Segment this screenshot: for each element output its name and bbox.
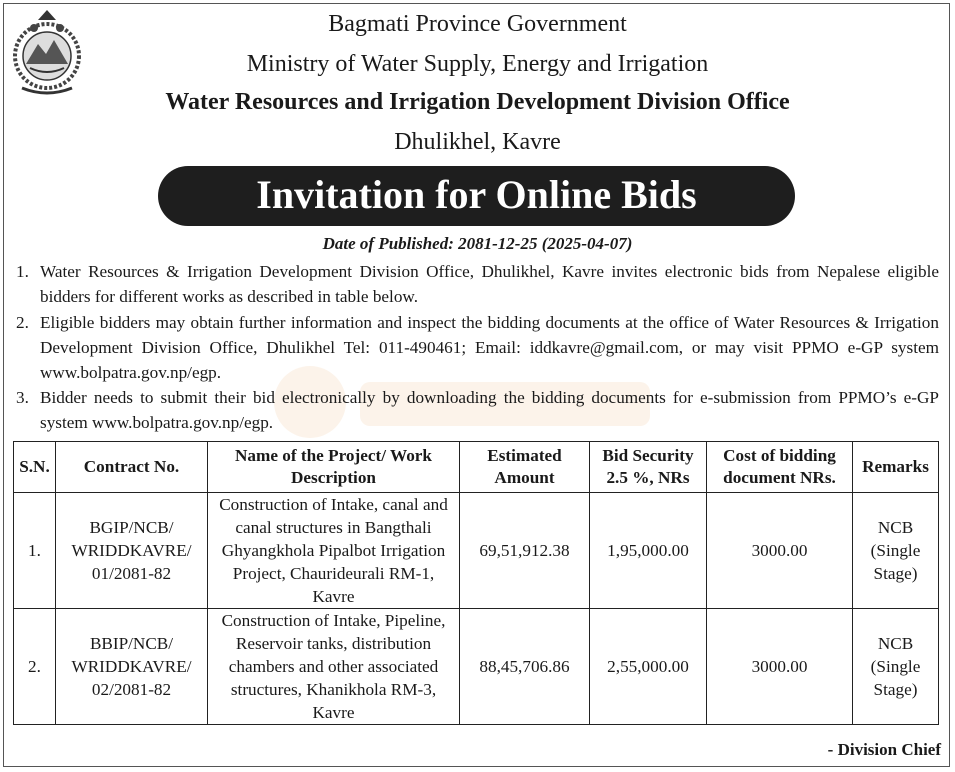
publish-date: Date of Published: 2081-12-25 (2025-04-07) xyxy=(322,234,633,253)
cell-contract-no: BGIP/NCB/ WRIDDKAVRE/ 01/2081-82 xyxy=(56,493,208,609)
cell-bid-security: 2,55,000.00 xyxy=(590,609,707,725)
table-row xyxy=(14,609,939,725)
header-contract-no: Contract No. xyxy=(56,442,208,493)
bids-table xyxy=(13,441,939,725)
header-description: Name of the Project/ Work Description xyxy=(208,442,460,493)
cell-document-cost: 3000.00 xyxy=(707,609,853,725)
header-estimated-amount: Estimated Amount xyxy=(460,442,590,493)
cell-description: Construction of Intake, Pipeline, Reservoir tanks, distribution chambers and other associated structures, Khanikhola RM-3, Kavre xyxy=(208,609,460,725)
signature-division-chief: - Division Chief xyxy=(827,740,941,759)
paragraph-text: Bidder needs to submit their bid electronically by downloading the bidding documents for e-submission from PPMO’s e-GP system www.bolpatra.gov.np/egp. xyxy=(40,388,939,432)
cell-remarks: NCB (Single Stage) xyxy=(853,609,939,725)
header-document-cost: Cost of bidding document NRs. xyxy=(707,442,853,493)
cell-sn: 2. xyxy=(14,609,56,725)
cell-description: Construction of Intake, canal and canal structures in Bangthali Ghyangkhola Pipalbot Irrigation Project, Chaurideurali RM-1, Kavre xyxy=(208,493,460,609)
cell-sn: 1. xyxy=(14,493,56,609)
cell-document-cost: 3000.00 xyxy=(707,493,853,609)
table-row xyxy=(14,493,939,609)
paragraph-3 xyxy=(16,385,939,435)
header-bid-security: Bid Security 2.5 %, NRs xyxy=(590,442,707,493)
province-name: Bagmati Province Government xyxy=(328,11,627,37)
cell-estimated-amount: 88,45,706.86 xyxy=(460,609,590,725)
cell-contract-no: BBIP/NCB/ WRIDDKAVRE/ 02/2081-82 xyxy=(56,609,208,725)
cell-estimated-amount: 69,51,912.38 xyxy=(460,493,590,609)
paragraph-text: Water Resources & Irrigation Development Division Office, Dhulikhel, Kavre invites electronic bids from Nepalese eligible bidders for different works as described in table below. xyxy=(40,262,939,306)
ministry-name: Ministry of Water Supply, Energy and Irrigation xyxy=(246,51,709,77)
paragraph-number: 3. xyxy=(16,388,29,407)
cell-bid-security: 1,95,000.00 xyxy=(590,493,707,609)
cell-remarks: NCB (Single Stage) xyxy=(853,493,939,609)
paragraph-number: 1. xyxy=(16,262,29,281)
header-sn: S.N. xyxy=(14,442,56,493)
notice-title-banner: Invitation for Online Bids xyxy=(158,166,795,226)
office-name: Water Resources and Irrigation Development Division Office xyxy=(165,89,790,115)
header-remarks: Remarks xyxy=(853,442,939,493)
paragraph-2 xyxy=(16,310,939,385)
paragraph-1 xyxy=(16,259,939,309)
table-header-row xyxy=(14,442,939,493)
office-location: Dhulikhel, Kavre xyxy=(394,129,561,155)
paragraph-text: Eligible bidders may obtain further information and inspect the bidding documents at the office of Water Resources & Irrigation Development Division Office, Dhulikhel Tel: 011-490461; Email: iddkavre@gmail.com, or may visit PPMO e-GP system www.bolpatra.gov.np/egp. xyxy=(40,313,939,382)
paragraph-number: 2. xyxy=(16,313,29,332)
